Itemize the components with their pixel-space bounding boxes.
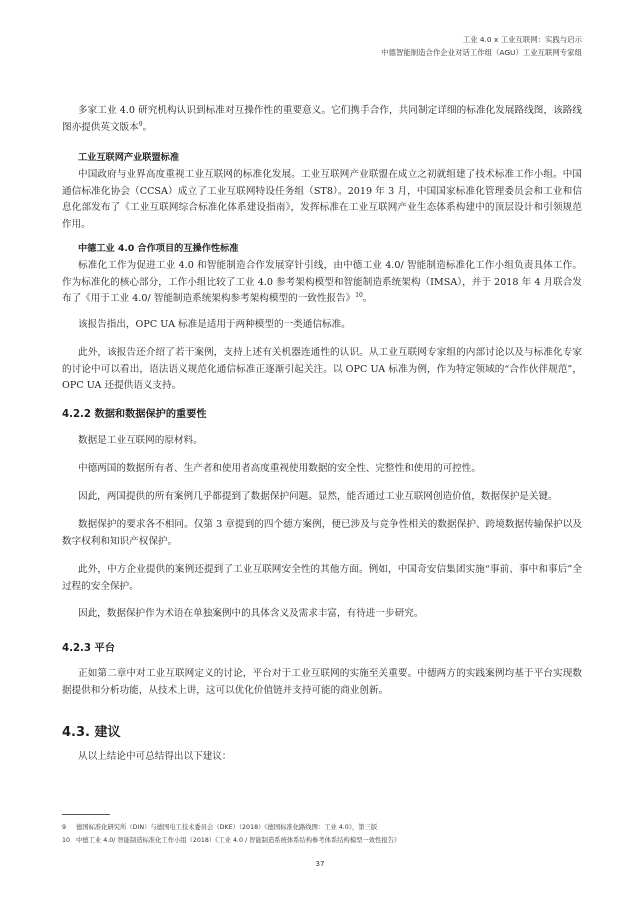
recommendations-intro: 从以上结论中可总结得出以下建议：	[78, 751, 232, 762]
footnote-number: 9	[62, 824, 67, 831]
footnote-10	[62, 836, 602, 846]
intro-paragraph: 多家工业 4.0 研究机构认识到标准对互操作性的重要意义。它们携手合作，共同制定详细的标准化发展路线图，该路线图亦提供英文版本$^9$。	[62, 105, 582, 133]
section-heading-4-2-2: 4.2.2 数据和数据保护的重要性	[62, 409, 207, 420]
data-paragraph-1: 数据是工业互联网的原材料。	[78, 435, 203, 446]
section-heading-4-2-3: 4.2.3 平台	[62, 643, 115, 654]
aii-standards-paragraph: 中国政府与业界高度重视工业互联网的标准化发展。工业互联网产业联盟在成立之初就组建了技术标准工作小组。中国通信标准化协会（CCSA）成立了工业互联网特设任务组（ST8）。2019 年 3 月，中国国家标准化管理委员会和工业和信息化部发布了《工业互联网综合标准化体系建设指南》，发挥标准在工业互联网产业生态体系构建中的顶层设计和引领规范作用。	[62, 169, 582, 230]
footnote-number: 10	[62, 837, 71, 844]
footnote-ref-10[interactable]: 10	[355, 291, 363, 299]
data-paragraph-3: 因此，两国提供的所有案例几乎都提到了数据保护问题。显然，能否通过工业互联网创造价值，数据保护是关键。	[78, 491, 558, 502]
opc-ua-paragraph: 该报告指出，OPC UA 标准是适用于两种模型的一类通信标准。	[78, 319, 351, 330]
platform-paragraph: 正如第二章中对工业互联网定义的讨论，平台对于工业互联网的实施至关重要。中德两方的实践案例均基于平台实现数据提供和分析功能，从技术上讲，这可以优化价值链并支持可能的商业创新。	[62, 668, 582, 696]
cases-paragraph: 此外，该报告还介绍了若干案例，支持上述有关机器连通性的认识。从工业互联网专家组的内部讨论以及与标准化专家的讨论中可以看出，语法语义规范化通信标准正逐渐引起关注。以 OPC UA 标准为例，作为特定领域的“合作伙伴规范”，OPC UA 还提供语义支持。	[62, 347, 582, 391]
page-number: 37	[315, 860, 325, 868]
header-title: 工业 4.0 x 工业互联网：实践与启示	[462, 35, 582, 44]
footnote-ref-9[interactable]: 9	[138, 120, 143, 128]
footnote-text: 德国标准化研究所（DIN）与德国电工技术委员会（DKE）（2018）《德国标准化路线图：工业 4.0》，第三版	[76, 824, 378, 831]
footnote-text: 中德工业 4.0/ 智能制造标准化工作小组（2018）《工业 4.0 / 智能制造系统体系结构参考体系结构模型一致性报告》	[76, 837, 401, 844]
data-paragraph-2: 中德两国的数据所有者、生产者和使用者高度重视使用数据的安全性、完整性和使用的可控性。	[78, 463, 481, 474]
footnote-9	[62, 823, 602, 833]
interoperability-paragraph: 标准化工作为促进工业 4.0 和智能制造合作发展穿针引线，由中德工业 4.0/ 智能制造标准化工作小组负责具体工作。作为标准化的核心部分，工作小组比较了工业 4.0 参考架构模型和智能制造系统架构（IMSA），并于 2018 年 4 月联合发布了《用于工业 4.0/ 智能制造系统架构参考架构模型的一致性报告》$^{10}$。	[62, 260, 582, 304]
header-subtitle: 中德智能制造合作企业对话工作组（AGU）工业互联网专家组	[381, 47, 582, 57]
data-paragraph-4: 数据保护的要求各不相同。仅第 3 章提到的四个德方案例，便已涉及与竞争性相关的数据保护、跨境数据传输保护以及数字权利和知识产权保护。	[62, 519, 582, 547]
footnote-divider	[62, 814, 110, 815]
heading-aii-standards: 工业互联网产业联盟标准	[78, 152, 180, 163]
data-paragraph-6: 因此，数据保护作为术语在单独案例中的具体含义及需求丰富，有待进一步研究。	[78, 608, 424, 619]
data-paragraph-5: 此外，中方企业提供的案例还提到了工业互联网安全性的其他方面。例如，中国奇安信集团实施“事前、事中和事后”全过程的安全保护。	[62, 564, 582, 592]
running-header	[381, 34, 582, 59]
section-heading-4-3: 4.3. 建议	[62, 725, 121, 740]
heading-interoperability-standards: 中德工业 4.0 合作项目的互操作性标准	[78, 243, 239, 254]
